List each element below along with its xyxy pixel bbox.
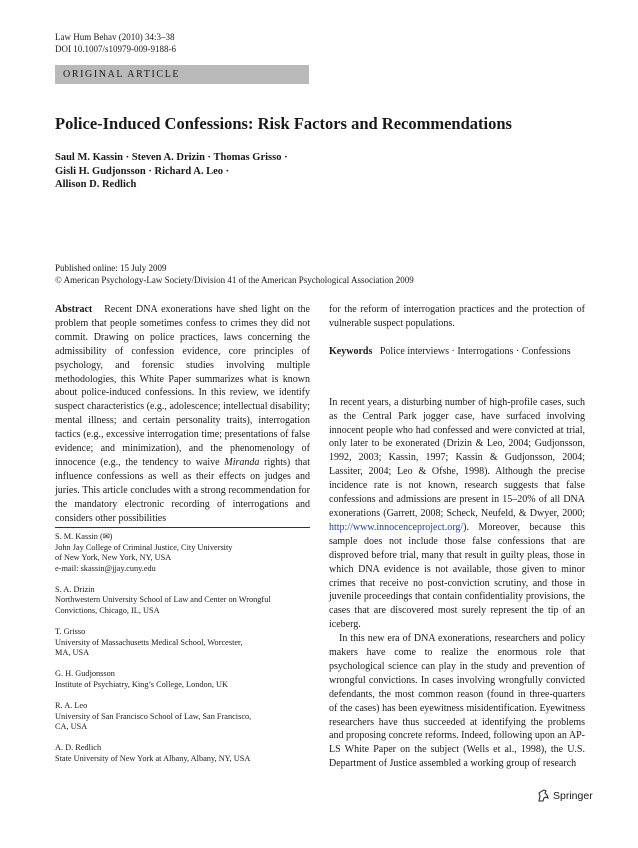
- springer-horse-icon: [537, 789, 550, 802]
- affiliation-line: of New York, New York, NY, USA: [55, 553, 172, 563]
- body-text: [329, 396, 585, 771]
- article-type-banner: ORIGINAL ARTICLE: [55, 65, 309, 84]
- affiliation-author: T. Grisso: [55, 627, 86, 637]
- author-line: Allison D. Redlich: [55, 179, 137, 190]
- affiliation-author: S. A. Drizin: [55, 584, 95, 594]
- right-column: [329, 303, 585, 771]
- affiliation-author: A. D. Redlich: [55, 743, 102, 753]
- article-title: Police-Induced Confessions: Risk Factors and Recommendations: [55, 114, 512, 133]
- affiliation-entry: [55, 701, 310, 733]
- affiliation-author: R. A. Leo: [55, 701, 88, 711]
- author-list: [55, 151, 355, 192]
- journal-citation: Law Hum Behav (2010) 34:3–38: [55, 32, 175, 42]
- body-paragraph: [329, 396, 585, 632]
- keywords-text: Police interviews · Interrogations · Confessions: [379, 345, 571, 357]
- journal-header: [55, 31, 176, 55]
- abstract-label: Abstract: [55, 304, 93, 315]
- body-paragraph: [329, 632, 585, 771]
- paragraph-text: ). Moreover, because this sample does not include those false confessions that are disproved before trial, many that result in guilty pleas, those in which DNA evidence is not available, those given to minor crimes that receive no post-conviction scrutiny, and those in juvenile proceedings that contain confidentiality provisions, the cases that are discovered most surely represent the tip of an iceberg.: [329, 521, 585, 631]
- paragraph-text: In recent years, a disturbing number of high-profile cases, such as the Central Park jogger case, have surfaced involving innocent people who had confessed and were convicted at trial, only later to be exonerated (Drizin & Leo, 2004; Gudjonsson, 1992, 2003; Kassin, 1997; Kassin & Gudjonsson, 2004; Lassiter, 2004; Leo & Ofshe, 1998). Although the precise incidence rate is not known, research suggests that false confessions and admissions are present in 15–20% of all DNA exonerations (Garrett, 2008; Scheck, Neufeld, & Dwyer, 2000;: [329, 396, 585, 519]
- affiliation-line: CA, USA: [55, 722, 88, 732]
- affiliations: [55, 532, 310, 775]
- doi: DOI 10.1007/s10979-009-9188-6: [55, 44, 176, 54]
- affiliation-line: University of Massachusetts Medical School, Worcester,: [55, 637, 243, 647]
- paragraph-text: In this new era of DNA exonerations, researchers and policy makers have come to realize the enormous role that psychological science can play in the study and prevention of wrongful convictions. In cases involving wrongfully convicted defendants, the most common reason (found in three-quarters of the cases) has been eyewitness misidentification. Eyewitness researchers have thus succeeded at identifying the problems and proposing concrete reforms. Indeed, following upon an AP-LS White Paper on the subject (Wells et al., 1998), the U.S. Department of Justice assembled a working group of research: [329, 633, 585, 770]
- affiliation-entry: [55, 585, 310, 617]
- published-date: Published online: 15 July 2009: [55, 263, 167, 273]
- author-line: Gisli H. Gudjonsson · Richard A. Leo ·: [55, 165, 230, 177]
- copyright-notice: © American Psychology-Law Society/Division 41 of the American Psychological Association 2009: [55, 274, 414, 285]
- affiliation-line: State University of New York at Albany, Albany, NY, USA: [55, 754, 251, 763]
- keywords-label: Keywords: [329, 345, 373, 357]
- abstract-text-end: rights) that influence confessions as well as their effects on judges and juries. This article concludes with a strong recommendation for the mandatory electronic recording of interrogations and considers other possibilities: [55, 456, 310, 524]
- affiliation-line: University of San Francisco School of Law, San Francisco,: [55, 711, 252, 721]
- affiliation-entry: [55, 743, 310, 764]
- affiliation-author: S. M. Kassin (✉): [55, 532, 113, 541]
- publication-info: [55, 263, 595, 286]
- affiliation-line: e-mail: skassin@jjay.cuny.edu: [55, 563, 156, 573]
- publisher-name: Springer: [553, 789, 593, 802]
- abstract-continued: for the reform of interrogation practices and the protection of vulnerable suspect populations.: [329, 304, 585, 329]
- keywords: [329, 345, 585, 359]
- affiliation-entry: [55, 669, 310, 690]
- affiliation-line: Institute of Psychiatry, King’s College, London, UK: [55, 680, 228, 690]
- affiliation-line: MA, USA: [55, 648, 90, 658]
- abstract-column: [55, 303, 310, 526]
- publisher-logo: [537, 789, 593, 802]
- affiliation-line: Convictions, Chicago, IL, USA: [55, 606, 160, 616]
- author-line: Saul M. Kassin · Steven A. Drizin · Thomas Grisso ·: [55, 152, 288, 163]
- abstract-italic-term: Miranda: [224, 456, 260, 468]
- abstract-text: Recent DNA exonerations have shed light on the problem that people sometimes confess to crimes they did not commit. Drawing on police practices, laws concerning the admissibility of confession evidence, core principles of psychology, and forensic studies involving multiple methodologies, this White Paper summarizes what is known about police-induced confessions. In this review, we identify suspect characteristics (e.g., adolescence; intellectual disability; mental illness; and certain personality traits), interrogation tactics (e.g., excessive interrogation time; presentations of false evidence; and minimization), and the phenomenology of innocence (e.g., the tendency to waive: [55, 304, 310, 468]
- affiliation-line: Northwestern University School of Law and Center on Wrongful: [55, 595, 271, 605]
- affiliation-entry: [55, 532, 310, 574]
- affiliation-entry: [55, 627, 310, 659]
- affiliation-author: G. H. Gudjonsson: [55, 669, 115, 679]
- affiliation-line: John Jay College of Criminal Justice, City University: [55, 542, 233, 552]
- innocence-project-link[interactable]: http://www.innocenceproject.org/: [329, 521, 464, 533]
- affiliation-divider: [55, 527, 310, 528]
